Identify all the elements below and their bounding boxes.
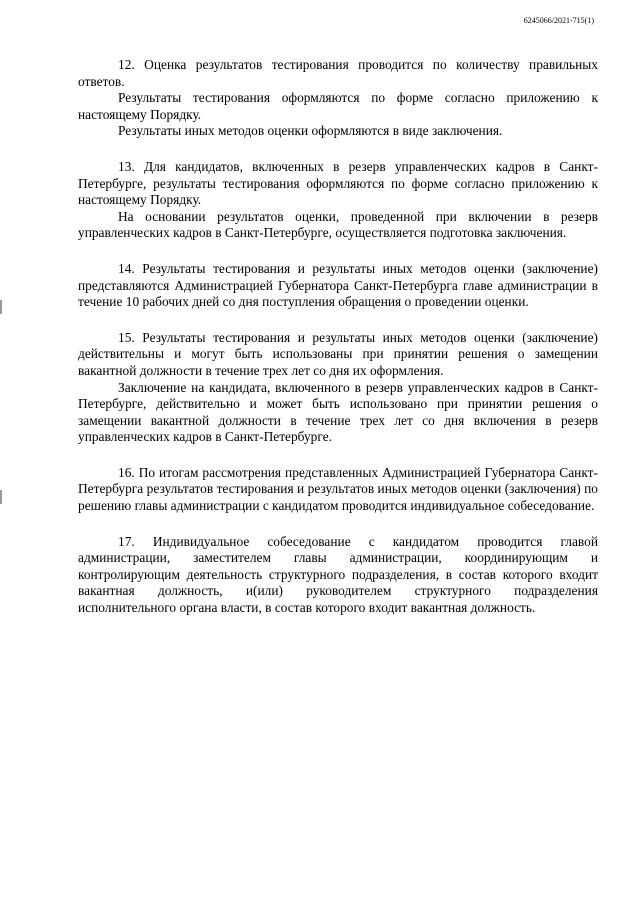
paragraph: 12. Оценка результатов тестирования проводится по количеству правильных ответов. — [78, 57, 598, 89]
section-17 — [78, 534, 598, 617]
section-13 — [78, 159, 598, 242]
document-body — [78, 57, 598, 636]
section-16 — [78, 465, 598, 515]
paragraph: Результаты иных методов оценки оформляются в виде заключения. — [118, 123, 503, 139]
paragraph: Результаты тестирования оформляются по форме согласно приложению к настоящему Порядку. — [78, 90, 598, 122]
paragraph: На основании результатов оценки, проведенной при включении в резерв управленческих кадров в Санкт-Петербурге, осуществляется подготовка заключения. — [78, 208, 598, 241]
scan-edge-mark — [0, 490, 2, 504]
section-14 — [78, 261, 598, 311]
paragraph: 13. Для кандидатов, включенных в резерв управленческих кадров в Санкт-Петербурге, результаты тестирования оформляются по форме согласно приложению к настоящему Порядку. — [78, 158, 598, 208]
section-15 — [78, 330, 598, 446]
paragraph: 17. Индивидуальное собеседование с кандидатом проводится главой администрации, заместителем главы администрации, координирующим и контролирующим деятельность структурного подразделения, в состав которого входит вакантная должность, и(или) руководителем структурного подразделения исполнительного органа власти, в состав которого входит вакантная должность. — [78, 533, 598, 616]
document-id: 6245066/2021-715(1) — [523, 16, 594, 25]
scan-edge-mark — [0, 300, 2, 314]
paragraph: 15. Результаты тестирования и результаты иных методов оценки (заключение) действительны и могут быть использованы при принятии решения о замещении вакантной должности в течение трех лет со дня их оформления. — [78, 329, 598, 378]
paragraph: Заключение на кандидата, включенного в резерв управленческих кадров в Санкт-Петербурге, действительно и может быть использовано при принятии решения о замещении вакантной должности в течение трех лет со дня включения в резерв управленческих кадров в Санкт-Петербурге. — [78, 379, 598, 445]
paragraph: 16. По итогам рассмотрения представленных Администрацией Губернатора Санкт-Петербурга результатов тестирования и результатов иных методов оценки (заключения) по решению главы администрации с кандидатом проводится индивидуальное собеседование. — [78, 464, 598, 514]
section-12 — [78, 57, 598, 140]
paragraph: 14. Результаты тестирования и результаты иных методов оценки (заключение) представляются Администрацией Губернатора Санкт-Петербурга главе администрации в течение 10 рабочих дней со дня поступления обращения о проведении оценки. — [78, 260, 598, 310]
